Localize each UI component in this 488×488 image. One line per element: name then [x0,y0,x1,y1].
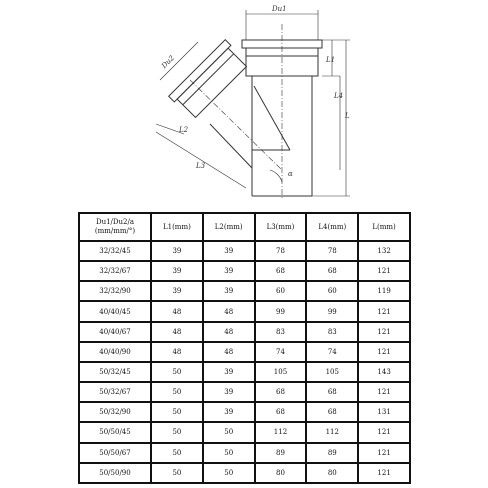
header-l3: L3(mm) [255,213,307,241]
branch-wall-lower [210,124,252,168]
table-cell: 121 [358,422,410,442]
table-cell: 89 [255,443,307,463]
table-cell: 40/40/45 [79,301,151,321]
table-cell: 68 [255,382,307,402]
table-cell: 78 [306,241,358,261]
table-cell: 74 [255,342,307,362]
table-cell: 39 [203,362,255,382]
table-cell: 121 [358,261,410,281]
du2-label: Du2 [160,53,177,70]
table-cell: 121 [358,463,410,483]
table-cell: 39 [151,261,203,281]
table-body [79,241,410,483]
table-row [79,281,410,301]
l-label: L [345,112,350,120]
table-row [79,362,410,382]
table-cell: 50 [203,422,255,442]
table-cell: 121 [358,342,410,362]
table-cell: 119 [358,281,410,301]
table-cell: 143 [358,362,410,382]
table-cell: 99 [306,301,358,321]
table-cell: 50 [151,443,203,463]
table-cell: 80 [306,463,358,483]
header-l: L(mm) [358,213,410,241]
table-cell: 48 [203,342,255,362]
table-row [79,463,410,483]
table-row [79,342,410,362]
table-cell: 39 [203,281,255,301]
branch-wall-upper [254,86,290,150]
table-row [79,402,410,422]
table-cell: 50/50/67 [79,443,151,463]
table-cell: 121 [358,301,410,321]
dimension-table [78,212,411,484]
table-cell: 50/50/90 [79,463,151,483]
table-cell: 121 [358,443,410,463]
table-cell: 39 [203,261,255,281]
table-cell: 50/32/90 [79,402,151,422]
table-cell: 48 [151,342,203,362]
table-cell: 68 [306,402,358,422]
table-cell: 48 [151,322,203,342]
table-cell: 83 [306,322,358,342]
table-cell: 48 [203,301,255,321]
table-cell: 50/32/45 [79,362,151,382]
table-row [79,261,410,281]
table-header-row [79,213,410,241]
table-cell: 112 [255,422,307,442]
table-cell: 40/40/90 [79,342,151,362]
table-cell: 121 [358,322,410,342]
table-cell: 99 [255,301,307,321]
table-row [79,301,410,321]
table-row [79,241,410,261]
table-cell: 50 [151,402,203,422]
table-cell: 78 [255,241,307,261]
table-cell: 121 [358,382,410,402]
table-row [79,443,410,463]
table-cell: 48 [203,322,255,342]
table-cell: 50/50/45 [79,422,151,442]
table-cell: 80 [255,463,307,483]
table-cell: 32/32/45 [79,241,151,261]
table-cell: 68 [306,261,358,281]
table-cell: 39 [151,281,203,301]
l4-label: L4 [334,92,344,100]
table-cell: 50 [203,443,255,463]
header-l2: L2(mm) [203,213,255,241]
table-cell: 32/32/90 [79,281,151,301]
table-cell: 68 [255,402,307,422]
table-cell: 89 [306,443,358,463]
table-row [79,382,410,402]
table-cell: 68 [306,382,358,402]
table-cell: 50/32/67 [79,382,151,402]
l3-label: L3 [196,162,206,170]
table-cell: 74 [306,342,358,362]
table-cell: 112 [306,422,358,442]
table-cell: 39 [151,241,203,261]
l2-label: L2 [179,126,189,134]
table-cell: 105 [255,362,307,382]
table-cell: 50 [151,362,203,382]
table-row [79,322,410,342]
table-cell: 50 [203,463,255,483]
pipe-fitting-drawing [0,0,488,205]
table-cell: 40/40/67 [79,322,151,342]
header-du: Du1/Du2/a (mm/mm/°) [79,213,151,241]
table-cell: 50 [151,422,203,442]
table-cell: 60 [306,281,358,301]
table-cell: 39 [203,382,255,402]
table-cell: 39 [203,402,255,422]
branch-pipe [169,40,250,121]
du1-label: Du1 [272,5,287,13]
table-cell: 105 [306,362,358,382]
table-cell: 39 [203,241,255,261]
table-cell: 68 [255,261,307,281]
alpha-label: α [288,170,293,178]
header-l1: L1(mm) [151,213,203,241]
table-cell: 83 [255,322,307,342]
header-l4: L4(mm) [306,213,358,241]
table-row [79,422,410,442]
table-cell: 50 [151,382,203,402]
table-cell: 60 [255,281,307,301]
l1-label: L1 [326,56,336,64]
table-cell: 50 [151,463,203,483]
table-cell: 48 [151,301,203,321]
table-cell: 32/32/67 [79,261,151,281]
table-cell: 131 [358,402,410,422]
table-cell: 132 [358,241,410,261]
angle-marker [270,170,282,182]
